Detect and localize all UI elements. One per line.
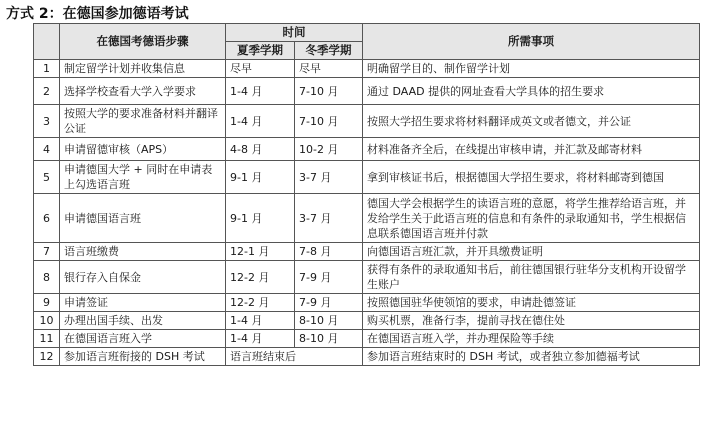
row-summer: 9-1 月 [226, 194, 295, 243]
row-step: 银行存入自保金 [60, 261, 226, 294]
row-step: 按照大学的要求准备材料并翻译公证 [60, 105, 226, 138]
row-summer: 1-4 月 [226, 312, 295, 330]
table-row [34, 60, 700, 78]
header-number [34, 24, 60, 60]
row-notes: 明确留学目的、制作留学计划 [363, 60, 700, 78]
table-body [34, 60, 700, 366]
table-row [34, 161, 700, 194]
steps-table [33, 23, 700, 366]
row-winter: 7-10 月 [295, 78, 363, 105]
table-row [34, 78, 700, 105]
header-time: 时间 [226, 24, 363, 42]
table-row [34, 138, 700, 161]
table-row [34, 348, 700, 366]
row-number: 8 [34, 261, 60, 294]
row-winter: 8-10 月 [295, 330, 363, 348]
row-step: 办理出国手续、出发 [60, 312, 226, 330]
row-notes: 德国大学会根据学生的读语言班的意愿，将学生推荐给语言班，并发给学生关于此语言班的信息和有条件的录取通知书，学生根据信息联系德国语言班并付款 [363, 194, 700, 243]
row-step: 申请签证 [60, 294, 226, 312]
row-notes: 按照大学招生要求将材料翻译成英文或者德文，并公证 [363, 105, 700, 138]
row-number: 12 [34, 348, 60, 366]
row-notes: 材料准备齐全后，在线提出审核申请，并汇款及邮寄材料 [363, 138, 700, 161]
row-number: 3 [34, 105, 60, 138]
row-notes: 拿到审核证书后，根据德国大学招生要求，将材料邮寄到德国 [363, 161, 700, 194]
header-winter: 冬季学期 [295, 42, 363, 60]
table-row [34, 330, 700, 348]
row-number: 10 [34, 312, 60, 330]
header-step: 在德国考德语步骤 [60, 24, 226, 60]
row-summer: 语言班结束后 [226, 348, 363, 366]
row-step: 选择学校查看大学入学要求 [60, 78, 226, 105]
row-number: 1 [34, 60, 60, 78]
table-row [34, 243, 700, 261]
row-notes: 获得有条件的录取通知书后，前往德国银行驻华分支机构开设留学生账户 [363, 261, 700, 294]
table-row [34, 194, 700, 243]
row-winter: 7-10 月 [295, 105, 363, 138]
row-number: 4 [34, 138, 60, 161]
row-winter: 8-10 月 [295, 312, 363, 330]
row-summer: 12-2 月 [226, 294, 295, 312]
row-number: 2 [34, 78, 60, 105]
row-summer: 1-4 月 [226, 78, 295, 105]
row-step: 申请留德审核（APS） [60, 138, 226, 161]
table-row [34, 312, 700, 330]
row-winter: 10-2 月 [295, 138, 363, 161]
row-winter: 7-9 月 [295, 261, 363, 294]
row-number: 6 [34, 194, 60, 243]
row-winter: 3-7 月 [295, 194, 363, 243]
row-notes: 按照德国驻华使领馆的要求，申请赴德签证 [363, 294, 700, 312]
header-notes: 所需事项 [363, 24, 700, 60]
row-summer: 9-1 月 [226, 161, 295, 194]
row-step: 在德国语言班入学 [60, 330, 226, 348]
table-row [34, 294, 700, 312]
row-summer: 12-1 月 [226, 243, 295, 261]
row-notes: 购买机票，准备行李，提前寻找在德住处 [363, 312, 700, 330]
row-number: 5 [34, 161, 60, 194]
header-row [34, 24, 700, 42]
row-number: 11 [34, 330, 60, 348]
row-number: 7 [34, 243, 60, 261]
row-notes: 向德国语言班汇款，并开具缴费证明 [363, 243, 700, 261]
table-row [34, 261, 700, 294]
row-step: 申请德国大学 + 同时在申请表上勾选语言班 [60, 161, 226, 194]
page-title: 方式 2：在德国参加德语考试 [6, 6, 189, 22]
row-notes: 参加语言班结束时的 DSH 考试，或者独立参加德福考试 [363, 348, 700, 366]
row-winter: 尽早 [295, 60, 363, 78]
row-summer: 1-4 月 [226, 105, 295, 138]
table-row [34, 105, 700, 138]
row-summer: 1-4 月 [226, 330, 295, 348]
row-step: 语言班缴费 [60, 243, 226, 261]
row-summer: 4-8 月 [226, 138, 295, 161]
row-winter: 3-7 月 [295, 161, 363, 194]
row-number: 9 [34, 294, 60, 312]
row-winter: 7-8 月 [295, 243, 363, 261]
header-summer: 夏季学期 [226, 42, 295, 60]
row-step: 申请德国语言班 [60, 194, 226, 243]
row-summer: 12-2 月 [226, 261, 295, 294]
row-step: 制定留学计划并收集信息 [60, 60, 226, 78]
row-winter: 7-9 月 [295, 294, 363, 312]
row-summer: 尽早 [226, 60, 295, 78]
row-notes: 通过 DAAD 提供的网址查看大学具体的招生要求 [363, 78, 700, 105]
row-step: 参加语言班衔接的 DSH 考试 [60, 348, 226, 366]
row-notes: 在德国语言班入学，并办理保险等手续 [363, 330, 700, 348]
